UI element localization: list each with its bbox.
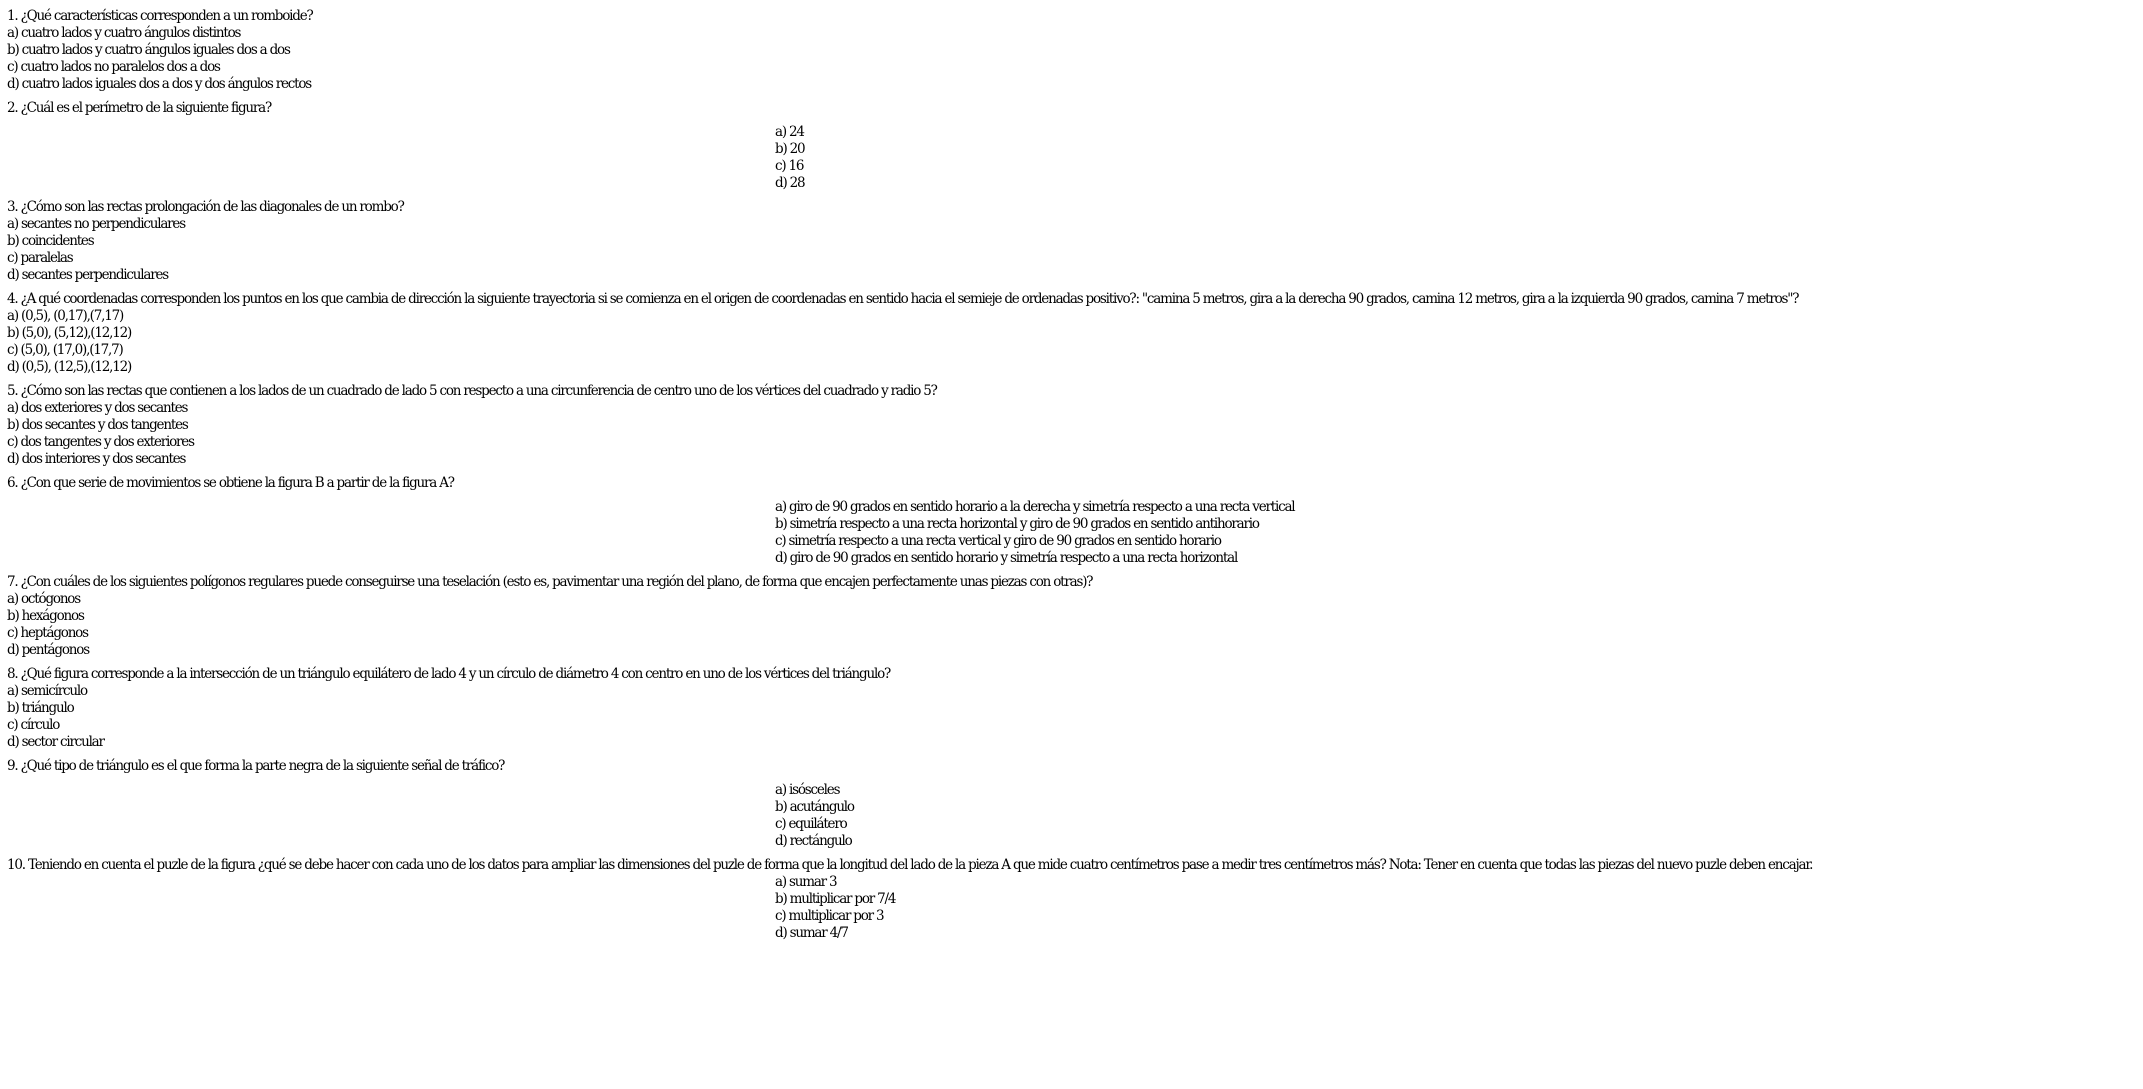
answer-option-a: a) (0,5), (0,17),(7,17) [7,308,124,324]
answer-option-c: c) cuatro lados no paralelos dos a dos [7,59,220,75]
answer-options [7,683,2141,751]
answer-options [7,591,2141,659]
question-text: 2. ¿Cuál es el perímetro de la siguiente figura? [7,100,272,116]
question-text: 5. ¿Cómo son las rectas que contienen a los lados de un cuadrado de lado 5 con respecto a una circunferencia de centro uno de los vértices del cuadrado y radio 5? [7,383,937,399]
answer-options [775,874,2141,942]
question-6 [7,475,2141,567]
answer-option-a: a) giro de 90 grados en sentido horario a la derecha y simetría respecto a una recta vertical [775,499,1295,515]
answer-option-d: d) sumar 4/7 [775,925,848,941]
answer-option-d: d) (0,5), (12,5),(12,12) [7,359,132,375]
answer-option-c: c) dos tangentes y dos exteriores [7,434,194,450]
answer-option-d: d) giro de 90 grados en sentido horario y simetría respecto a una recta horizontal [775,550,1238,566]
answer-option-d: d) pentágonos [7,642,89,658]
question-text: 8. ¿Qué figura corresponde a la intersección de un triángulo equilátero de lado 4 y un círculo de diámetro 4 con centro en uno de los vértices del triángulo? [7,666,891,682]
answer-option-a: a) cuatro lados y cuatro ángulos distintos [7,25,241,41]
question-text: 10. Teniendo en cuenta el puzle de la figura ¿qué se debe hacer con cada uno de los datos para ampliar las dimensiones del puzle de forma que la longitud del lado de la pieza A que mide cuatro centímetros pase a medir tres centímetros más? Nota: Tener en cuenta que todas las piezas del nuevo puzle deben encajar. [7,857,1813,873]
answer-option-b: b) 20 [775,141,805,157]
answer-options [7,25,2141,93]
answer-option-c: c) 16 [775,158,804,174]
answer-option-b: b) cuatro lados y cuatro ángulos iguales dos a dos [7,42,290,58]
answer-option-b: b) multiplicar por 7/4 [775,891,896,907]
answer-option-d: d) rectángulo [775,833,852,849]
question-text: 6. ¿Con que serie de movimientos se obtiene la figura B a partir de la figura A? [7,475,454,491]
answer-option-b: b) hexágonos [7,608,84,624]
answer-options [7,308,2141,376]
answer-option-a: a) dos exteriores y dos secantes [7,400,188,416]
answer-option-a: a) octógonos [7,591,80,607]
answer-options [7,400,2141,468]
answer-option-a: a) isósceles [775,782,840,798]
question-text: 9. ¿Qué tipo de triángulo es el que forma la parte negra de la siguiente señal de tráfico? [7,758,505,774]
answer-option-c: c) paralelas [7,250,73,266]
question-text: 3. ¿Cómo son las rectas prolongación de las diagonales de un rombo? [7,199,404,215]
answer-option-b: b) triángulo [7,700,74,716]
question-9 [7,758,2141,850]
answer-option-a: a) 24 [775,124,804,140]
question-text: 1. ¿Qué características corresponden a un romboide? [7,8,313,24]
answer-option-c: c) simetría respecto a una recta vertical y giro de 90 grados en sentido horario [775,533,1221,549]
answer-option-c: c) círculo [7,717,60,733]
answer-options [7,216,2141,284]
question-text: 4. ¿A qué coordenadas corresponden los puntos en los que cambia de dirección la siguiente trayectoria si se comienza en el origen de coordenadas en sentido hacia el semieje de ordenadas positivo?: "camina 5 metros, gira a la derecha 90 grados, camina 12 metros, gira a la izquierda 90 grados, camina 7 metros"? [7,291,1799,307]
answer-option-b: b) (5,0), (5,12),(12,12) [7,325,132,341]
question-8 [7,666,2141,751]
answer-option-d: d) cuatro lados iguales dos a dos y dos ángulos rectos [7,76,312,92]
answer-option-d: d) dos interiores y dos secantes [7,451,186,467]
answer-option-c: c) heptágonos [7,625,88,641]
answer-option-d: d) sector circular [7,734,104,750]
answer-option-a: a) semicírculo [7,683,87,699]
quiz-document [7,8,2141,949]
question-10 [7,857,2141,942]
answer-options [775,499,2141,567]
question-3 [7,199,2141,284]
question-4 [7,291,2141,376]
answer-option-b: b) simetría respecto a una recta horizontal y giro de 90 grados en sentido antihorario [775,516,1259,532]
question-1 [7,8,2141,93]
answer-option-b: b) dos secantes y dos tangentes [7,417,188,433]
answer-option-b: b) acutángulo [775,799,854,815]
answer-option-c: c) (5,0), (17,0),(17,7) [7,342,123,358]
question-2 [7,100,2141,192]
answer-option-c: c) multiplicar por 3 [775,908,884,924]
answer-options [775,782,2141,850]
answer-option-a: a) sumar 3 [775,874,837,890]
answer-option-d: d) secantes perpendiculares [7,267,169,283]
answer-options [775,124,2141,192]
answer-option-d: d) 28 [775,175,805,191]
question-text: 7. ¿Con cuáles de los siguientes polígonos regulares puede conseguirse una teselación (esto es, pavimentar una región del plano, de forma que encajen perfectamente unas piezas con otras)? [7,574,1093,590]
answer-option-a: a) secantes no perpendiculares [7,216,185,232]
answer-option-b: b) coincidentes [7,233,94,249]
answer-option-c: c) equilátero [775,816,847,832]
question-7 [7,574,2141,659]
question-5 [7,383,2141,468]
